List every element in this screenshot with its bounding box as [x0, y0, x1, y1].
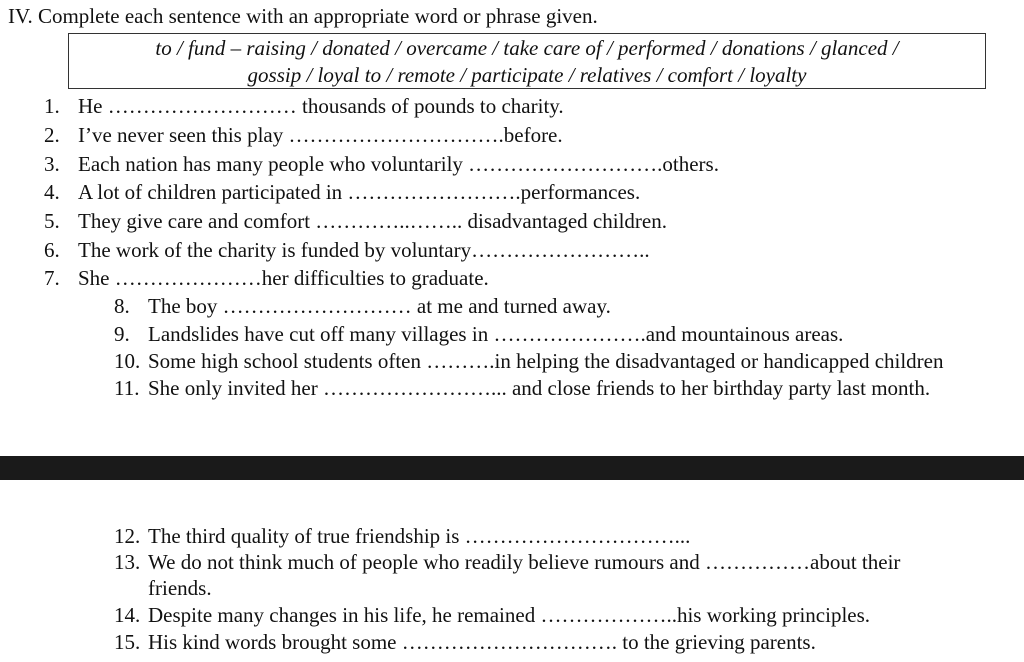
- item-sentence: He ……………………… thousands of pounds to charity.: [78, 94, 564, 118]
- item-number: 3.: [44, 152, 60, 176]
- item-number: 10.: [114, 349, 141, 373]
- item-sentence: Each nation has many people who voluntarily ……………………….others.: [78, 152, 719, 176]
- item-sentence: The third quality of true friendship is …………………………...: [148, 524, 691, 548]
- item-number: 12.: [114, 524, 141, 548]
- item-number: 1.: [44, 94, 60, 118]
- item-sentence: They give care and comfort …………..…….. disadvantaged children.: [78, 209, 667, 233]
- item-sentence: She only invited her ……………………... and close friends to her birthday party last month.: [148, 376, 931, 400]
- item-number: 9.: [114, 322, 130, 346]
- item-number: 7.: [44, 266, 60, 290]
- item-sentence: She …………………her difficulties to graduate.: [78, 266, 489, 290]
- item-number: 5.: [44, 209, 60, 233]
- item-sentence: The work of the charity is funded by voluntary……………………..: [78, 238, 650, 262]
- item-number: 4.: [44, 180, 60, 204]
- word-bank-line-2: gossip / loyal to / remote / participate / relatives / comfort / loyalty: [247, 63, 807, 87]
- item-number: 15.: [114, 630, 141, 654]
- item-sentence: The boy ……………………… at me and turned away.: [148, 294, 611, 318]
- item-number: 6.: [44, 238, 60, 262]
- item-sentence: His kind words brought some …………………………. to the grieving parents.: [148, 630, 816, 654]
- item-13-continuation: friends.: [148, 576, 212, 600]
- item-sentence: A lot of children participated in …………………….performances.: [78, 180, 641, 204]
- item-number: 2.: [44, 123, 60, 147]
- word-bank-line-1: to / fund – raising / donated / overcame / take care of / performed / donations / glanced /: [155, 36, 899, 60]
- item-sentence: Landslides have cut off many villages in ………………….and mountainous areas.: [148, 322, 844, 346]
- item-number: 13.: [114, 550, 141, 574]
- exercise-heading: IV. Complete each sentence with an appropriate word or phrase given.: [8, 4, 598, 28]
- item-sentence: Some high school students often ……….in helping the disadvantaged or handicapped children: [148, 349, 944, 373]
- item-sentence: I’ve never seen this play ………………………….before.: [78, 123, 563, 147]
- page-divider-band: [0, 456, 1024, 480]
- item-sentence: We do not think much of people who readily believe rumours and ……………about their: [148, 550, 901, 574]
- word-bank-box: [68, 33, 986, 89]
- item-number: 8.: [114, 294, 130, 318]
- item-sentence: Despite many changes in his life, he remained ………………..his working principles.: [148, 603, 871, 627]
- item-number: 14.: [114, 603, 141, 627]
- item-number: 11.: [114, 376, 140, 400]
